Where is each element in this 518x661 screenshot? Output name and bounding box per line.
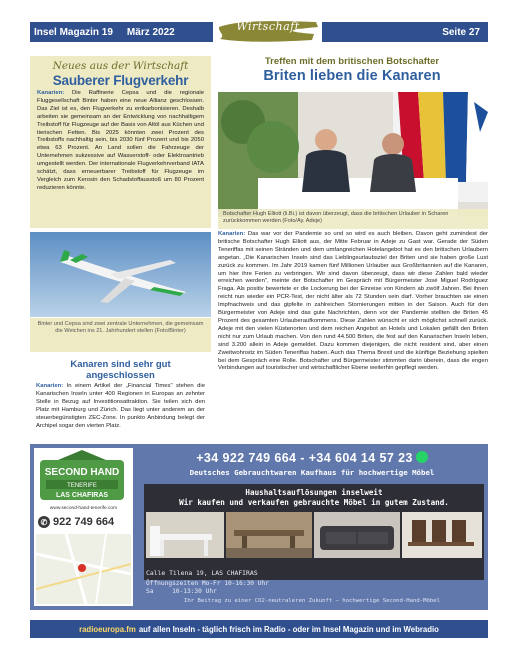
ad-footer-slogan: Ihr Beitrag zu einer CO2-neutraleren Zukunft – hochwertige Second-Hand-Möbel [184, 598, 440, 604]
furniture-photo-chairs [402, 512, 482, 558]
main-article-title: Briten lieben die Kanaren [263, 68, 441, 84]
main-article-body [218, 231, 488, 443]
whatsapp-icon [416, 451, 428, 463]
main-article-lead: Kanarien: [218, 231, 246, 237]
phone-icon: ✆ [38, 516, 50, 528]
airplane-photo [30, 232, 211, 317]
left-article-2-title: Kanaren sind sehr gut angeschlossen [70, 359, 171, 381]
left-article-kicker: Neues aus der Wirtschaft [52, 60, 189, 72]
ad-photo-panel [144, 484, 484, 580]
main-article-kicker: Treffen mit dem britischen Botschafter [264, 56, 440, 67]
left-article-2-body [36, 383, 205, 430]
ad-phone-numbers[interactable] [140, 451, 484, 465]
ad-hours-line-1: Öffnungszeiten Mo-Fr 10-16:30 Uhr [146, 580, 269, 587]
airplane-photo-caption: Binter und Cepsa sind zwei zentrale Unternehmen, die gemeinsam die Weichen ins 21. Jahrhundert stellen (Foto/Binter) [30, 318, 211, 352]
second-hand-logo [38, 450, 126, 504]
furniture-photo-dining [146, 512, 224, 558]
page-footer [30, 620, 488, 638]
left-article-2-lead: Kanarien: [36, 383, 64, 389]
left-article-text: Die Raffinerie Cepsa und die regionale Fluggesellschaft Binter haben eine neue Allianz geschlossen. Das Ziel ist es, den Flugverkehr zu entkarbonisieren. Deshalb arbeiten sie gemeinsam an der Entwicklung von nachhaltigem Treibstoff für Flugzeuge auf der Basis von Altöl aus Küchen und tierischen Fetten. Bis 2025 könnten zwei Prozent des Treibstoffs nachhaltig sein, bis 2030 fünf Prozent und bis 2050 etwa 63 Prozent. An Land sollen die Fahrzeuge der Unternehmen sukzessive auf Wasserstoff- oder Elektroantrieb umgestellt werden. Der internationale Flugverkehrverband IATA schätzt, dass erneuerbarer Treibstoff für Flugzeuge im Vergleich zum Kerosin den Schadstoffausstoß um 80 Prozent reduzieren könnte. [37, 90, 204, 191]
ad-location-map[interactable] [36, 534, 131, 604]
ad-website-link[interactable]: www.second-hand-tenerife.com [49, 506, 118, 511]
furniture-photo-table [226, 512, 312, 558]
main-article-text: Das war vor der Pandemie so und so wird es auch bleiben. Davon geht zumindest der britische Botschafter Hugh Elliott aus, der Mitte Februar in Adeje zu Gast war. Gerade der Süden Teneriffas mit seinen Stränden und dem umfangreichen Hotelangebot hat es den britischen Urlaubern angetan. „Die Kanarischen Inseln sind das Lieblingsurlaubsziel der Briten und sie haben große Lust zurück zu kommen. Im Jahr 2019 kamen fünf Millionen Urlauber aus Großbritannien auf die Kanaren, um hier ihre Ferien zu verbringen. Wir sind davon überzeugt, dass wir diese Zahlen bald wieder erreichen werden", meinte der Botschafter im Gespräch mit Bürgermeister José Miguel Rodríguez Fraga. Als positiv bewertete er die Lockerung bei der Einreise von Kindern ab zwölf Jahren. Bei ihnen reicht nun wieder ein PCR-Test, der nicht älter als 72 Stunden sein darf. Vorher brauchten sie einen Impfnachweis und das gipfelte in zahlreichen Stornierungen mitten in der Saison. Auch für den Bürgermeister von Adeje sind das gute Nachrichten, denn vor der Pandemie stellten die Briten 45 Prozent des gesamten Urlauberaufkommens. Diese Zahlen wünscht er sich möglichst schnell zurück. Adeje mit den vielen Küstenorten und dem reichen Angebot an Hotels und Lokalen gefällt den Briten nicht nur zum Urlaub machen. Von den rund 44.500 Briten, die fest auf den Kanarischen Inseln leben, sind 3.200 allein in Adeje gemeldet. Dazu kommen diejenigen, die nicht resident sind, aber einen Zweitwohnsitz im Süden Teneriffas haben. Auch das Thema Brexit und die künftige Beziehung spielten bei dem Gespräch eine Rolle. Botschafter und Bürgermeister stimmten darin überein, dass die engen Verbindungen auf touristischer und wirtschaftlicher Ebene weiterhin gepflegt werden. [218, 231, 488, 372]
ad-subtitle: Deutsches Gebrauchtwaren Kaufhaus für hochwertige Möbel [189, 468, 435, 477]
magazine-name: Insel Magazin 19 [34, 26, 113, 38]
map-pin-icon [78, 564, 86, 572]
left-article [30, 56, 211, 228]
ad-phone-numbers-text: +34 922 749 664 - +34 604 14 57 23 [196, 451, 413, 465]
ad-opening-hours [146, 580, 346, 596]
header-right-bar [322, 22, 488, 42]
ad-phone-small-number: 922 749 664 [53, 516, 115, 528]
meeting-photo [218, 92, 488, 217]
logo-line-1: SECOND HAND [44, 467, 120, 478]
ad-address: Calle Tilena 19, LAS CHAFIRAS [146, 569, 258, 577]
page-number: Seite 27 [442, 26, 480, 38]
ad-phone-small[interactable] [38, 514, 130, 530]
ad-hours-line-2: Sa 10-13:30 Uhr [146, 588, 217, 595]
logo-line-3: LAS CHAFIRAS [55, 492, 109, 499]
ad-panel-title: Haushaltsauflösungen inselweit [245, 488, 383, 497]
section-label: Wirtschaft [236, 20, 300, 33]
footer-text: auf allen Inseln - täglich frisch im Radio - oder im Insel Magazin und im Webradio [138, 624, 439, 634]
meeting-photo-caption: Botschafter Hugh Elliott (li.Bi.) ist davon überzeugt, dass die britischen Urlauber in Scharen zurückkommen werden (Foto/Ay. Adeje) [218, 209, 488, 229]
radio-link[interactable]: radioeuropa.fm [79, 624, 136, 634]
logo-line-2: TENERIFE [67, 483, 97, 489]
left-article-title: Sauberer Flugverkehr [52, 73, 189, 88]
main-article-paragraph [218, 231, 488, 373]
second-hand-ad[interactable] [30, 444, 488, 610]
header-left-bar [30, 22, 213, 42]
left-article-2-text: In einem Artikel der „Financial Times" stehen die Kanarischen Inseln unter 400 Regionen in Europas an zehnter Stelle in Bezug auf Investitionsattraktion. Sie teilen sich den Platz mit Hamburg und Zürich. Das liegt unter anderem an der steuerbegünstigten ZEC-Zone. In punkto Anbindung belegt der Archipel sogar den vierten Platz. [36, 383, 205, 429]
issue-date: März 2022 [126, 26, 175, 38]
left-article-lead: Kanarien: [37, 90, 65, 96]
furniture-photo-sofa [314, 512, 400, 558]
ad-panel-subtitle: Wir kaufen und verkaufen gebrauchte Möbel in gutem Zustand. [179, 498, 449, 507]
left-article-2 [30, 356, 211, 444]
left-article-body [37, 90, 204, 193]
